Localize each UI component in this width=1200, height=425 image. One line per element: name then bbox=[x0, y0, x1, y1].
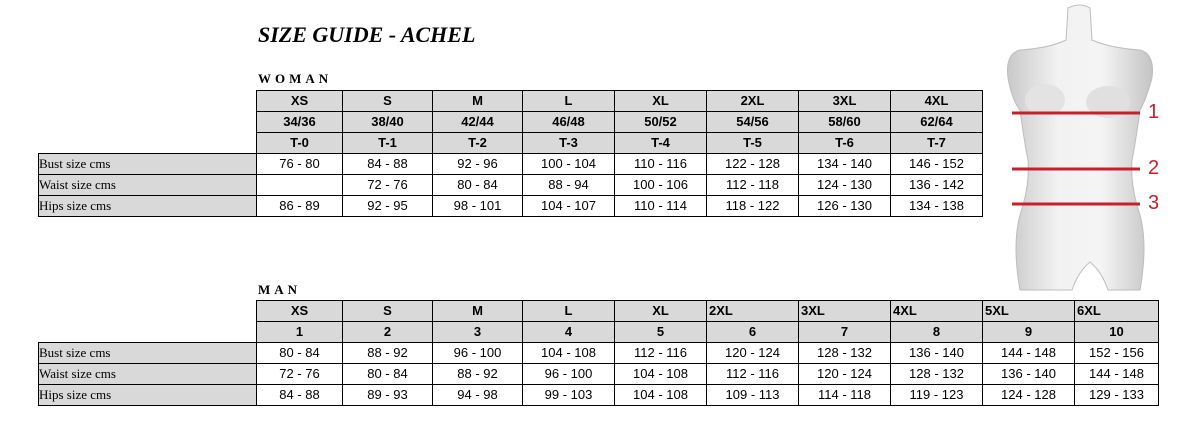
row-label: Waist size cms bbox=[39, 364, 257, 385]
measurement-cell: 126 - 130 bbox=[799, 196, 891, 217]
size-header-cell: XL bbox=[615, 301, 707, 322]
measurement-cell: 124 - 130 bbox=[799, 175, 891, 196]
eu-size-header-cell: 50/52 bbox=[615, 112, 707, 133]
size-number-header-cell: 4 bbox=[523, 322, 615, 343]
measurement-cell: 136 - 140 bbox=[891, 343, 983, 364]
torso-figure bbox=[990, 0, 1200, 300]
measurement-cell: 144 - 148 bbox=[1075, 364, 1159, 385]
measurement-cell: 84 - 88 bbox=[343, 154, 433, 175]
size-number-header-cell: 5 bbox=[615, 322, 707, 343]
size-header-cell: S bbox=[343, 91, 433, 112]
measurement-cell: 72 - 76 bbox=[343, 175, 433, 196]
measurement-cell: 104 - 108 bbox=[523, 343, 615, 364]
table-header-row bbox=[39, 91, 983, 112]
row-label: Hips size cms bbox=[39, 385, 257, 406]
table-row bbox=[39, 364, 1159, 385]
size-header-cell: L bbox=[523, 301, 615, 322]
measurement-cell: 100 - 106 bbox=[615, 175, 707, 196]
size-header-cell: L bbox=[523, 91, 615, 112]
hips-marker-number: 3 bbox=[1148, 192, 1160, 214]
size-header-cell: S bbox=[343, 301, 433, 322]
size-header-cell: 3XL bbox=[799, 91, 891, 112]
table-header-row bbox=[39, 322, 1159, 343]
size-number-header-cell: 1 bbox=[257, 322, 343, 343]
measurement-cell: 76 - 80 bbox=[257, 154, 343, 175]
size-header-cell: M bbox=[433, 91, 523, 112]
t-size-header-cell: T-1 bbox=[343, 133, 433, 154]
size-header-cell: XS bbox=[257, 301, 343, 322]
mannequin-torso-icon bbox=[990, 0, 1200, 300]
measurement-cell: 96 - 100 bbox=[433, 343, 523, 364]
row-label: Waist size cms bbox=[39, 175, 257, 196]
measurement-cell: 80 - 84 bbox=[343, 364, 433, 385]
measurement-cell: 136 - 140 bbox=[983, 364, 1075, 385]
measurement-cell bbox=[257, 175, 343, 196]
measurement-cell: 152 - 156 bbox=[1075, 343, 1159, 364]
bust-marker-number: 1 bbox=[1148, 101, 1160, 123]
measurement-cell: 96 - 100 bbox=[523, 364, 615, 385]
size-number-header-cell: 8 bbox=[891, 322, 983, 343]
size-header-cell: 3XL bbox=[799, 301, 891, 322]
measurement-cell: 128 - 132 bbox=[891, 364, 983, 385]
measurement-cell: 144 - 148 bbox=[983, 343, 1075, 364]
blank-cell bbox=[39, 133, 257, 154]
table-row bbox=[39, 154, 983, 175]
eu-size-header-cell: 34/36 bbox=[257, 112, 343, 133]
eu-size-header-cell: 38/40 bbox=[343, 112, 433, 133]
measurement-cell: 112 - 116 bbox=[707, 364, 799, 385]
measurement-cell: 119 - 123 bbox=[891, 385, 983, 406]
t-size-header-cell: T-7 bbox=[891, 133, 983, 154]
table-row bbox=[39, 385, 1159, 406]
size-number-header-cell: 3 bbox=[433, 322, 523, 343]
measurement-cell: 94 - 98 bbox=[433, 385, 523, 406]
row-label: Hips size cms bbox=[39, 196, 257, 217]
measurement-cell: 110 - 114 bbox=[615, 196, 707, 217]
waist-marker-number: 2 bbox=[1148, 157, 1160, 179]
measurement-cell: 72 - 76 bbox=[257, 364, 343, 385]
measurement-cell: 88 - 94 bbox=[523, 175, 615, 196]
size-header-cell: 2XL bbox=[707, 301, 799, 322]
eu-size-header-cell: 58/60 bbox=[799, 112, 891, 133]
t-size-header-cell: T-0 bbox=[257, 133, 343, 154]
measurement-cell: 146 - 152 bbox=[891, 154, 983, 175]
table-row bbox=[39, 196, 983, 217]
blank-cell bbox=[39, 322, 257, 343]
table-row bbox=[39, 175, 983, 196]
blank-cell bbox=[39, 112, 257, 133]
blank-cell bbox=[39, 91, 257, 112]
eu-size-header-cell: 54/56 bbox=[707, 112, 799, 133]
t-size-header-cell: T-2 bbox=[433, 133, 523, 154]
size-header-cell: M bbox=[433, 301, 523, 322]
page-title: SIZE GUIDE - ACHEL bbox=[258, 22, 476, 47]
size-header-cell: 4XL bbox=[891, 91, 983, 112]
measurement-cell: 98 - 101 bbox=[433, 196, 523, 217]
size-number-header-cell: 9 bbox=[983, 322, 1075, 343]
size-number-header-cell: 2 bbox=[343, 322, 433, 343]
measurement-cell: 120 - 124 bbox=[799, 364, 891, 385]
row-label: Bust size cms bbox=[39, 343, 257, 364]
measurement-cell: 86 - 89 bbox=[257, 196, 343, 217]
measurement-cell: 128 - 132 bbox=[799, 343, 891, 364]
measurement-cell: 104 - 108 bbox=[615, 364, 707, 385]
size-header-cell: 5XL bbox=[983, 301, 1075, 322]
size-header-cell: 2XL bbox=[707, 91, 799, 112]
size-header-cell: 4XL bbox=[891, 301, 983, 322]
size-header-cell: 6XL bbox=[1075, 301, 1159, 322]
t-size-header-cell: T-4 bbox=[615, 133, 707, 154]
measurement-cell: 136 - 142 bbox=[891, 175, 983, 196]
measurement-cell: 129 - 133 bbox=[1075, 385, 1159, 406]
measurement-cell: 112 - 116 bbox=[615, 343, 707, 364]
t-size-header-cell: T-5 bbox=[707, 133, 799, 154]
blank-cell bbox=[39, 301, 257, 322]
t-size-header-cell: T-6 bbox=[799, 133, 891, 154]
table-header-row bbox=[39, 112, 983, 133]
man-size-table bbox=[38, 300, 1159, 406]
size-number-header-cell: 10 bbox=[1075, 322, 1159, 343]
size-number-header-cell: 7 bbox=[799, 322, 891, 343]
measurement-cell: 104 - 107 bbox=[523, 196, 615, 217]
measurement-cell: 104 - 108 bbox=[615, 385, 707, 406]
table-header-row bbox=[39, 133, 983, 154]
measurement-cell: 88 - 92 bbox=[433, 364, 523, 385]
measurement-cell: 118 - 122 bbox=[707, 196, 799, 217]
measurement-cell: 84 - 88 bbox=[257, 385, 343, 406]
measurement-cell: 109 - 113 bbox=[707, 385, 799, 406]
measurement-cell: 99 - 103 bbox=[523, 385, 615, 406]
measurement-cell: 92 - 95 bbox=[343, 196, 433, 217]
eu-size-header-cell: 62/64 bbox=[891, 112, 983, 133]
row-label: Bust size cms bbox=[39, 154, 257, 175]
measurement-cell: 80 - 84 bbox=[257, 343, 343, 364]
measurement-cell: 80 - 84 bbox=[433, 175, 523, 196]
t-size-header-cell: T-3 bbox=[523, 133, 615, 154]
table-row bbox=[39, 343, 1159, 364]
measurement-cell: 110 - 116 bbox=[615, 154, 707, 175]
measurement-cell: 114 - 118 bbox=[799, 385, 891, 406]
woman-size-table bbox=[38, 90, 983, 217]
size-number-header-cell: 6 bbox=[707, 322, 799, 343]
measurement-cell: 89 - 93 bbox=[343, 385, 433, 406]
size-header-cell: XS bbox=[257, 91, 343, 112]
measurement-cell: 100 - 104 bbox=[523, 154, 615, 175]
eu-size-header-cell: 46/48 bbox=[523, 112, 615, 133]
table-header-row bbox=[39, 301, 1159, 322]
measurement-cell: 122 - 128 bbox=[707, 154, 799, 175]
woman-section-label: WOMAN bbox=[258, 71, 333, 86]
measurement-cell: 92 - 96 bbox=[433, 154, 523, 175]
measurement-cell: 88 - 92 bbox=[343, 343, 433, 364]
measurement-cell: 120 - 124 bbox=[707, 343, 799, 364]
measurement-cell: 124 - 128 bbox=[983, 385, 1075, 406]
measurement-cell: 112 - 118 bbox=[707, 175, 799, 196]
measurement-cell: 134 - 140 bbox=[799, 154, 891, 175]
man-section-label: MAN bbox=[258, 282, 302, 297]
size-header-cell: XL bbox=[615, 91, 707, 112]
eu-size-header-cell: 42/44 bbox=[433, 112, 523, 133]
measurement-cell: 134 - 138 bbox=[891, 196, 983, 217]
